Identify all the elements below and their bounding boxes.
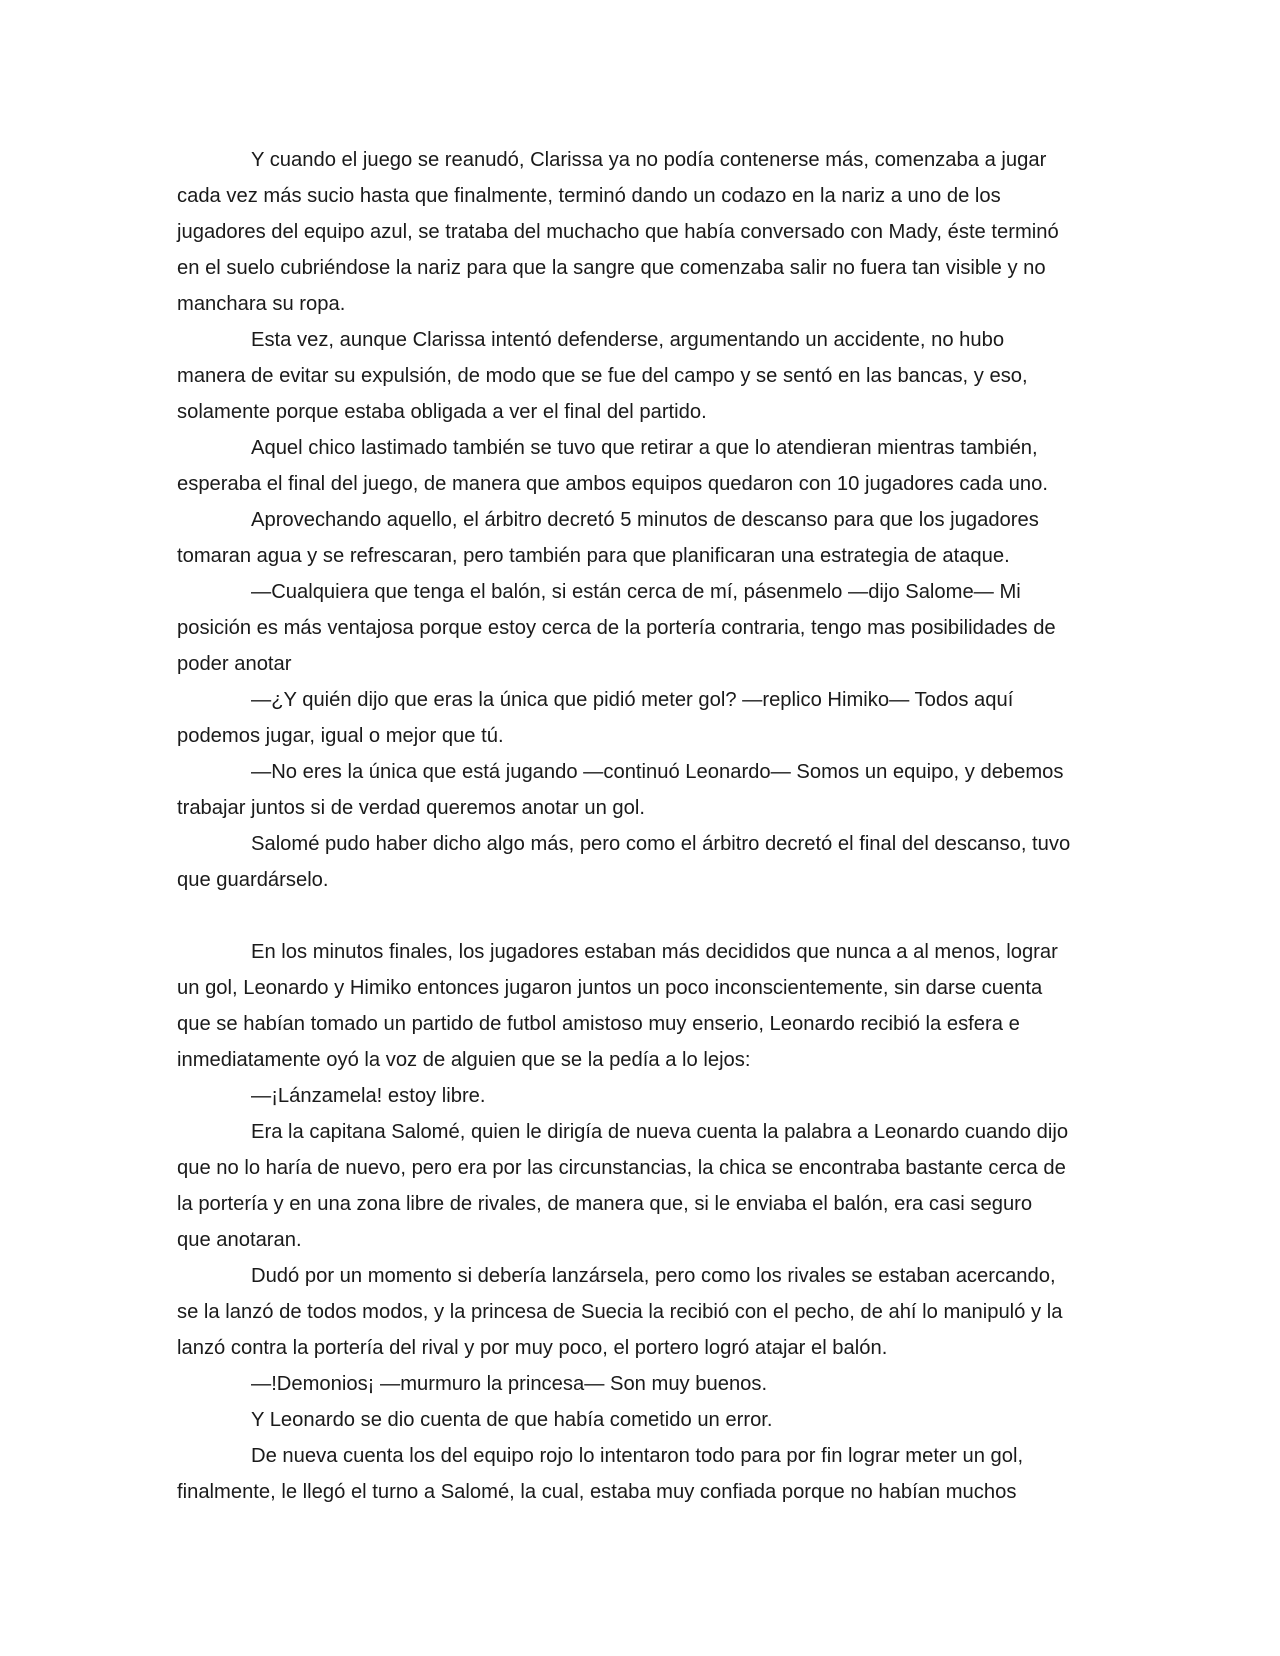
dialogue-paragraph: —Cualquiera que tenga el balón, si están cerca de mí, pásenmelo —dijo Salome— Mi posición es más ventajosa porque estoy cerca de la portería contraria, tengo mas posibilidades de poder anotar [177, 581, 1056, 675]
paragraph: Aquel chico lastimado también se tuvo que retirar a que lo atendieran mientras también, esperaba el final del juego, de manera que ambos equipos quedaron con 10 jugadores cada uno. [177, 437, 1048, 495]
paragraph: Y cuando el juego se reanudó, Clarissa ya no podía contenerse más, comenzaba a jugar cada vez más sucio hasta que finalmente, terminó dando un codazo en la nariz a uno de los jugadores del equipo azul, se trataba del muchacho que había conversado con Mady, éste terminó en el suelo cubriéndose la nariz para que la sangre que comenzaba salir no fuera tan visible y no manchara su ropa. [177, 149, 1059, 315]
document-body [177, 142, 1107, 1510]
paragraph: Dudó por un momento si debería lanzársela, pero como los rivales se estaban acercando, se la lanzó de todos modos, y la princesa de Suecia la recibió con el pecho, de ahí lo manipuló y la lanzó contra la portería del rival y por muy poco, el portero logró atajar el balón. [177, 1265, 1063, 1359]
section-break [177, 898, 1107, 934]
dialogue-paragraph: —!Demonios¡ —murmuro la princesa— Son muy buenos. [251, 1373, 768, 1395]
paragraph: De nueva cuenta los del equipo rojo lo intentaron todo para por fin lograr meter un gol, finalmente, le llegó el turno a Salomé, la cual, estaba muy confiada porque no habían muchos [177, 1445, 1024, 1503]
paragraph: Y Leonardo se dio cuenta de que había cometido un error. [251, 1409, 773, 1431]
paragraph: Era la capitana Salomé, quien le dirigía de nueva cuenta la palabra a Leonardo cuando dijo que no lo haría de nuevo, pero era por las circunstancias, la chica se encontraba bastante cerca de la portería y en una zona libre de rivales, de manera que, si le enviaba el balón, era casi seguro que anotaran. [177, 1121, 1069, 1251]
dialogue-paragraph: —¡Lánzamela! estoy libre. [251, 1085, 486, 1107]
paragraph: En los minutos finales, los jugadores estaban más decididos que nunca a al menos, lograr un gol, Leonardo y Himiko entonces jugaron juntos un poco inconscientemente, sin darse cuenta que se habían tomado un partido de futbol amistoso muy enserio, Leonardo recibió la esfera e inmediatamente oyó la voz de alguien que se la pedía a lo lejos: [177, 941, 1058, 1071]
paragraph: Salomé pudo haber dicho algo más, pero como el árbitro decretó el final del descanso, tuvo que guardárselo. [177, 833, 1071, 891]
dialogue-paragraph: —¿Y quién dijo que eras la única que pidió meter gol? —replico Himiko— Todos aquí podemos jugar, igual o mejor que tú. [177, 689, 1014, 747]
paragraph: Aprovechando aquello, el árbitro decretó 5 minutos de descanso para que los jugadores tomaran agua y se refrescaran, pero también para que planificaran una estrategia de ataque. [177, 509, 1039, 567]
paragraph: Esta vez, aunque Clarissa intentó defenderse, argumentando un accidente, no hubo manera de evitar su expulsión, de modo que se fue del campo y se sentó en las bancas, y eso, solamente porque estaba obligada a ver el final del partido. [177, 329, 1028, 423]
dialogue-paragraph: —No eres la única que está jugando —continuó Leonardo— Somos un equipo, y debemos trabajar juntos si de verdad queremos anotar un gol. [177, 761, 1064, 819]
